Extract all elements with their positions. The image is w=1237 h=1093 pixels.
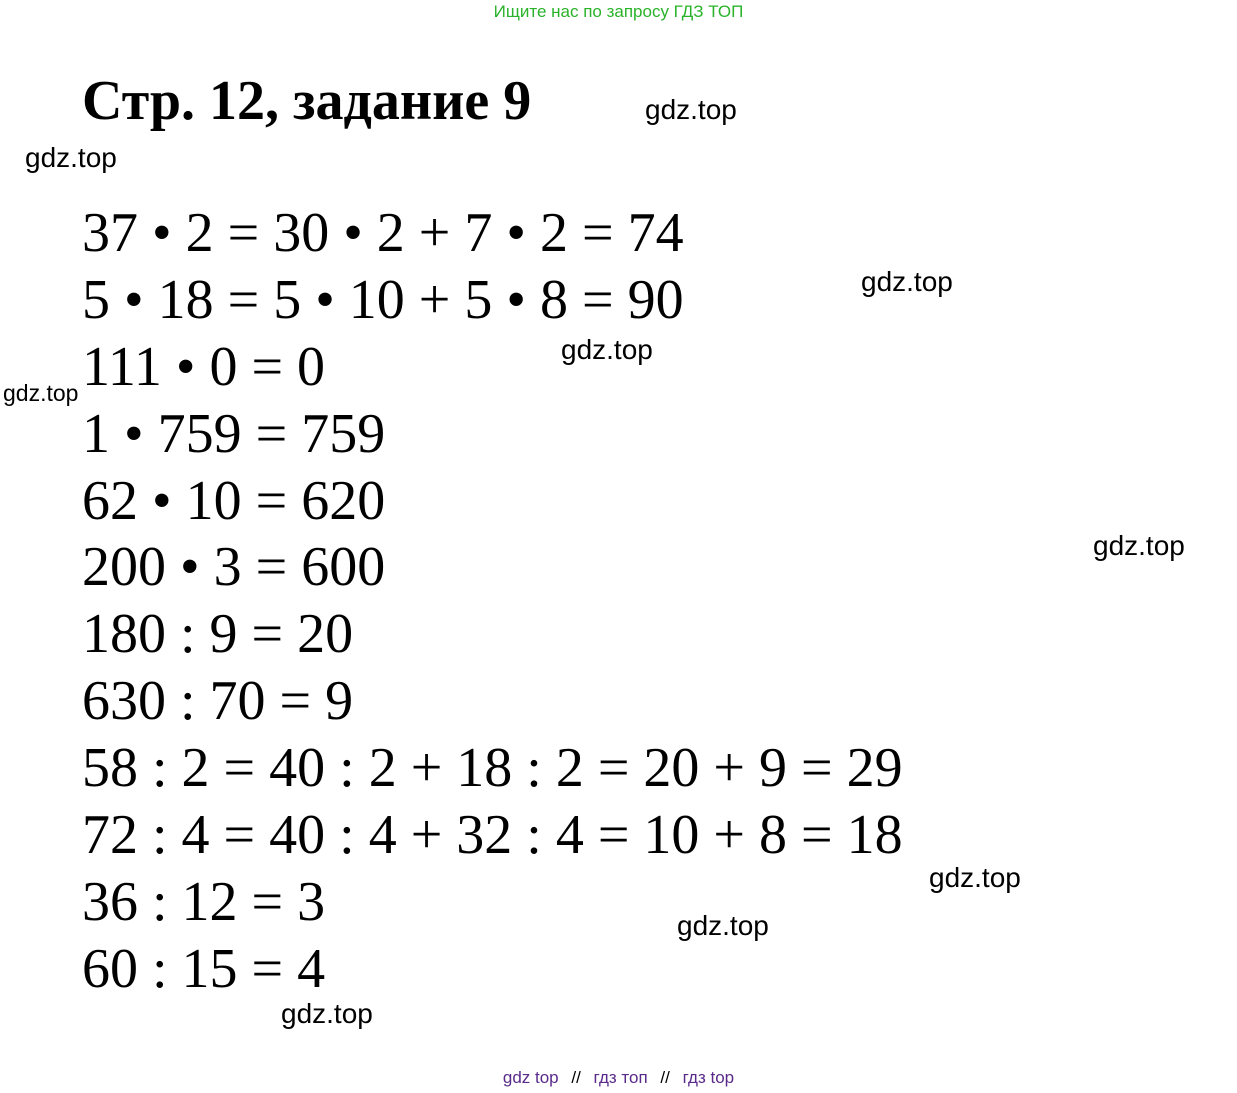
watermark-text: gdz.top: [861, 266, 953, 297]
equation-line: 72 : 4 = 40 : 4 + 32 : 4 = 10 + 8 = 18: [82, 804, 903, 867]
equation-line: 58 : 2 = 40 : 2 + 18 : 2 = 20 + 9 = 29: [82, 737, 903, 800]
equation-line: 180 : 9 = 20: [82, 603, 354, 666]
watermark-text: gdz.top: [929, 862, 1021, 893]
watermark-text: gdz.top: [25, 142, 117, 173]
equation-line: 200 • 3 = 600: [82, 536, 386, 599]
top-banner: Ищите нас по запросу ГДЗ ТОП: [493, 2, 744, 21]
footer: [0, 1066, 1237, 1090]
watermark-text: gdz.top: [1093, 530, 1185, 561]
page-title: Стр. 12, задание 9: [82, 70, 532, 132]
footer-link[interactable]: гдз top: [682, 1068, 735, 1087]
watermark-text: gdz.top: [561, 334, 653, 365]
footer-link[interactable]: gdz top: [502, 1068, 559, 1087]
equation-line: 37 • 2 = 30 • 2 + 7 • 2 = 74: [82, 202, 684, 264]
equation-line: 1 • 759 = 759: [82, 402, 386, 465]
footer-separator: //: [660, 1068, 670, 1087]
equation-line: 111 • 0 = 0: [82, 335, 326, 398]
equation-line: 36 : 12 = 3: [82, 870, 326, 933]
equation-line: 630 : 70 = 9: [82, 670, 354, 733]
watermark-text: gdz.top: [677, 910, 769, 941]
equation-line: 60 : 15 = 4: [82, 937, 326, 1000]
footer-link[interactable]: гдз топ: [593, 1068, 648, 1087]
equation-list: [82, 200, 903, 1003]
equation-line: 62 • 10 = 620: [82, 469, 386, 532]
watermark-text: gdz.top: [3, 380, 79, 406]
equation-line: 5 • 18 = 5 • 10 + 5 • 8 = 90: [82, 268, 684, 331]
watermark-text: gdz.top: [645, 94, 737, 125]
footer-separator: //: [571, 1068, 581, 1087]
watermark-text: gdz.top: [281, 998, 373, 1029]
